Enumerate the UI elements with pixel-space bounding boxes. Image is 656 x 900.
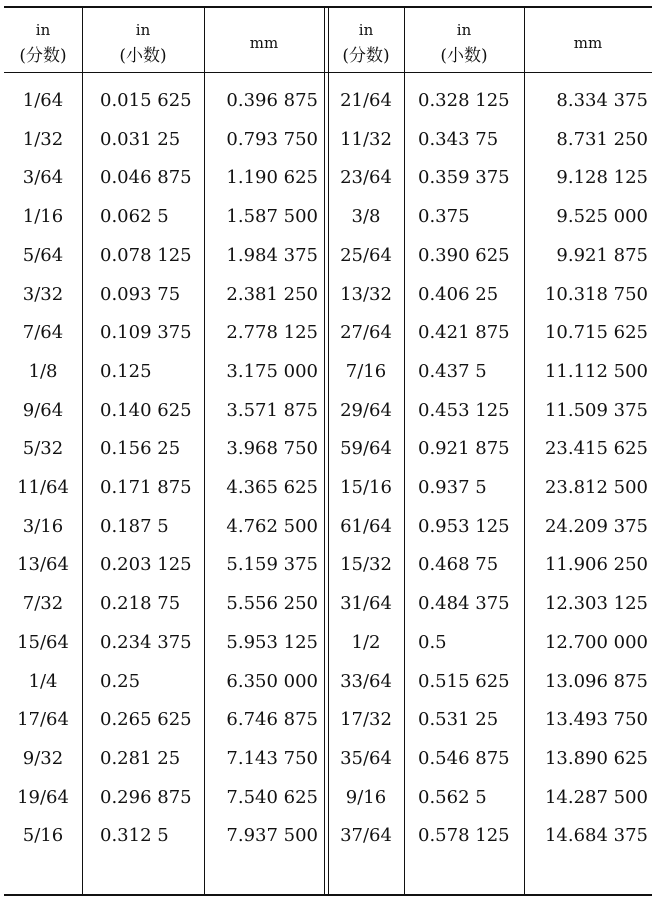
decimal-left-cell: 0.109 375 [100, 322, 192, 344]
decimal-right-cell: 0.468 75 [418, 554, 499, 576]
header-fraction-right [328, 12, 404, 74]
fraction-left-cell: 9/32 [22, 747, 64, 769]
mm-right-cell: 8.731 250 [556, 128, 648, 150]
decimal-left-cell: 0.125 [100, 360, 152, 382]
fraction-right-cell: 1/2 [351, 631, 381, 653]
decimal-left-cell: 0.156 25 [100, 438, 181, 460]
fraction-right-cell: 31/64 [340, 593, 392, 615]
column-divider [404, 6, 405, 896]
fraction-right-cell: 13/32 [340, 283, 392, 305]
fraction-left-cell: 17/64 [17, 709, 69, 731]
header-unit: mm [573, 34, 603, 52]
mm-left-cell: 4.365 625 [226, 477, 318, 498]
fraction-right-cell: 21/64 [340, 90, 392, 111]
fraction-right-cell: 61/64 [340, 515, 392, 537]
fraction-right-cell: 17/32 [340, 709, 392, 731]
fraction-right-cell: 7/16 [345, 360, 387, 382]
mm-right-cell: 23.415 625 [544, 438, 648, 460]
mm-left-cell: 7.540 625 [226, 786, 318, 808]
column-divider [82, 6, 83, 896]
mm-left-cell: 4.762 500 [226, 515, 318, 537]
header-mm-left [204, 12, 324, 82]
fraction-left-cell: 9/64 [22, 399, 64, 421]
fraction-right-cell: 37/64 [340, 825, 392, 847]
mm-right-cell: 14.287 500 [544, 786, 648, 808]
mm-right-cell: 14.684 375 [544, 825, 648, 847]
decimal-left-cell: 0.046 875 [100, 167, 192, 189]
fraction-left-cell: 1/32 [22, 128, 64, 150]
mm-right-cell: 9.525 000 [556, 206, 648, 228]
mm-right-cell: 24.209 375 [544, 515, 648, 537]
mm-left-cell: 7.143 750 [226, 747, 318, 769]
decimal-left-cell: 0.312 5 [100, 825, 169, 847]
mm-left-cell: 6.350 000 [226, 670, 318, 692]
decimal-right-cell: 0.546 875 [418, 747, 510, 769]
decimal-right-cell: 0.421 875 [418, 322, 510, 344]
mm-left-cell: 3.175 000 [226, 360, 318, 382]
mm-left-cell: 0.396 875 [226, 90, 318, 111]
fraction-left-cell: 1/16 [22, 206, 64, 228]
mm-left-cell: 5.556 250 [226, 593, 318, 615]
decimal-right-cell: 0.343 75 [418, 128, 499, 150]
decimal-left-cell: 0.25 [100, 670, 141, 692]
header-sub: (分数) [19, 46, 67, 66]
mm-left-cell: 7.937 500 [226, 825, 318, 847]
fraction-right-cell: 23/64 [340, 167, 392, 189]
mm-left-cell: 6.746 875 [226, 709, 318, 731]
fraction-left-cell: 5/32 [22, 438, 64, 460]
mm-right-cell: 13.096 875 [544, 670, 648, 692]
decimal-left-cell: 0.140 625 [100, 399, 192, 421]
decimal-right-cell: 0.390 625 [418, 244, 510, 266]
fraction-left-cell: 3/16 [22, 515, 64, 537]
header-unit: in [135, 21, 151, 39]
fraction-left-cell: 11/64 [17, 477, 69, 498]
decimal-right-cell: 0.453 125 [418, 399, 510, 421]
decimal-right-cell: 0.937 5 [418, 477, 487, 498]
header-fraction-left [4, 12, 82, 74]
fraction-right-cell: 15/32 [340, 554, 392, 576]
decimal-left-cell: 0.203 125 [100, 554, 192, 576]
fraction-right-cell: 29/64 [340, 399, 392, 421]
fraction-right-cell: 35/64 [340, 747, 392, 769]
decimal-left-cell: 0.062 5 [100, 206, 169, 228]
decimal-left-cell: 0.296 875 [100, 786, 192, 808]
header-unit: mm [249, 34, 279, 52]
decimal-right-cell: 0.406 25 [418, 283, 499, 305]
mm-right-cell: 11.906 250 [544, 554, 648, 576]
decimal-left-cell: 0.234 375 [100, 631, 192, 653]
decimal-right-cell: 0.375 [418, 206, 470, 228]
mm-right-cell: 10.715 625 [544, 322, 648, 344]
header-mm-right [524, 12, 652, 82]
fraction-right-cell: 33/64 [340, 670, 392, 692]
decimal-right-cell: 0.437 5 [418, 360, 487, 382]
decimal-left-cell: 0.031 25 [100, 128, 181, 150]
fraction-left-cell: 1/64 [22, 90, 64, 111]
decimal-right-cell: 0.578 125 [418, 825, 510, 847]
center-double-rule [324, 6, 325, 896]
mm-left-cell: 5.953 125 [226, 631, 318, 653]
fraction-left-cell: 3/64 [22, 167, 64, 189]
mm-right-cell: 9.921 875 [556, 244, 648, 266]
fraction-right-cell: 15/16 [340, 477, 392, 498]
header-decimal-left [82, 12, 204, 74]
decimal-left-cell: 0.281 25 [100, 747, 181, 769]
fraction-left-cell: 7/64 [22, 322, 64, 344]
decimal-right-cell: 0.921 875 [418, 438, 510, 460]
mm-right-cell: 12.700 000 [544, 631, 648, 653]
fraction-left-cell: 15/64 [17, 631, 69, 653]
mm-left-cell: 1.190 625 [226, 167, 318, 189]
decimal-left-cell: 0.265 625 [100, 709, 192, 731]
fraction-right-cell: 59/64 [340, 438, 392, 460]
fraction-left-cell: 5/64 [22, 244, 64, 266]
mm-right-cell: 8.334 375 [556, 90, 648, 111]
header-sub: (小数) [440, 46, 488, 66]
fraction-left-cell: 13/64 [17, 554, 69, 576]
decimal-right-cell: 0.5 [418, 631, 447, 653]
decimal-left-cell: 0.218 75 [100, 593, 181, 615]
fraction-right-cell: 9/16 [345, 786, 387, 808]
decimal-left-cell: 0.171 875 [100, 477, 192, 498]
fraction-right-cell: 3/8 [351, 206, 381, 228]
fraction-left-cell: 5/16 [22, 825, 64, 847]
decimal-left-cell: 0.093 75 [100, 283, 181, 305]
header-unit: in [358, 21, 374, 39]
mm-left-cell: 1.984 375 [226, 244, 318, 266]
fraction-left-cell: 7/32 [22, 593, 64, 615]
mm-left-cell: 2.778 125 [226, 322, 318, 344]
conversion-table [4, 6, 652, 896]
decimal-right-cell: 0.562 5 [418, 786, 487, 808]
fraction-right-cell: 27/64 [340, 322, 392, 344]
mm-right-cell: 13.493 750 [544, 709, 648, 731]
mm-left-cell: 1.587 500 [226, 206, 318, 228]
decimal-left-cell: 0.015 625 [100, 90, 192, 111]
decimal-left-cell: 0.078 125 [100, 244, 192, 266]
header-unit: in [35, 21, 51, 39]
fraction-left-cell: 3/32 [22, 283, 64, 305]
mm-right-cell: 10.318 750 [544, 283, 648, 305]
header-sub: (分数) [342, 46, 390, 66]
decimal-right-cell: 0.515 625 [418, 670, 510, 692]
mm-left-cell: 5.159 375 [226, 554, 318, 576]
decimal-right-cell: 0.328 125 [418, 90, 510, 111]
decimal-left-cell: 0.187 5 [100, 515, 169, 537]
header-sub: (小数) [119, 46, 167, 66]
mm-left-cell: 3.968 750 [226, 438, 318, 460]
mm-right-cell: 11.509 375 [544, 399, 648, 421]
mm-right-cell: 9.128 125 [556, 167, 648, 189]
decimal-right-cell: 0.359 375 [418, 167, 510, 189]
mm-right-cell: 13.890 625 [544, 747, 648, 769]
fraction-right-cell: 11/32 [340, 128, 392, 150]
mm-right-cell: 12.303 125 [544, 593, 648, 615]
fraction-left-cell: 1/4 [28, 670, 58, 692]
decimal-right-cell: 0.531 25 [418, 709, 499, 731]
fraction-left-cell: 19/64 [17, 786, 69, 808]
fraction-left-cell: 1/8 [28, 360, 58, 382]
mm-left-cell: 2.381 250 [226, 283, 318, 305]
mm-left-cell: 0.793 750 [226, 128, 318, 150]
decimal-right-cell: 0.953 125 [418, 515, 510, 537]
mm-right-cell: 23.812 500 [544, 477, 648, 498]
decimal-right-cell: 0.484 375 [418, 593, 510, 615]
header-decimal-right [404, 12, 524, 74]
header-unit: in [456, 21, 472, 39]
mm-right-cell: 11.112 500 [544, 360, 648, 382]
fraction-right-cell: 25/64 [340, 244, 392, 266]
mm-left-cell: 3.571 875 [226, 399, 318, 421]
